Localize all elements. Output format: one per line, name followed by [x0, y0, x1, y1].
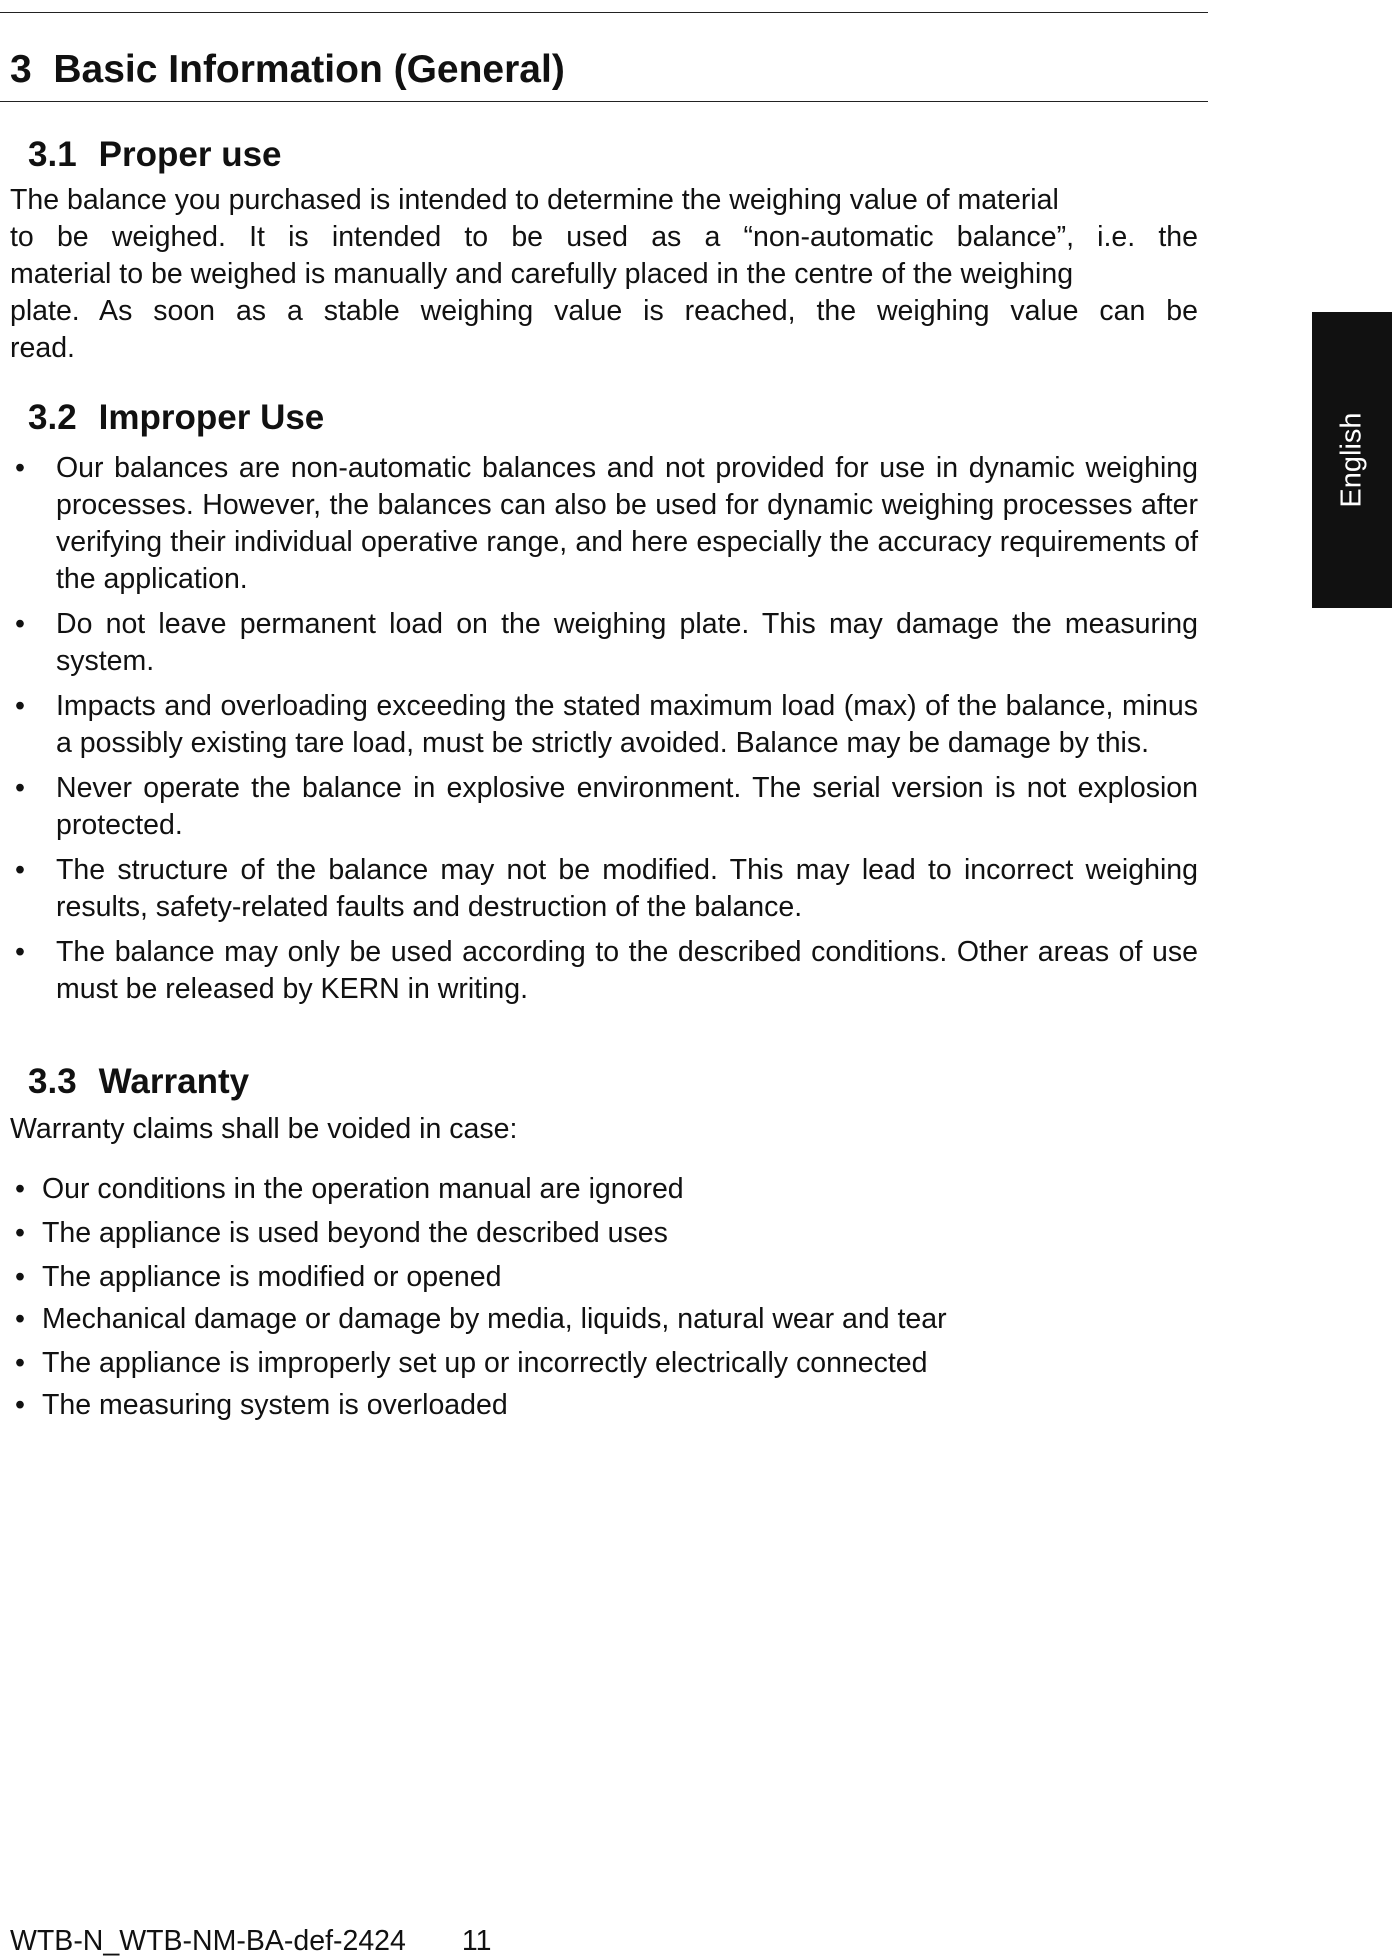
bullet: •: [15, 854, 25, 886]
section-title-proper-use: [28, 134, 282, 176]
bullet: •: [15, 1389, 25, 1421]
chapter-rule: [0, 101, 1208, 102]
language-tab: [1312, 312, 1392, 608]
list-item: [10, 1387, 947, 1424]
list-item-text: Never operate the balance in explosive environment. The serial version is not explosion protected.: [56, 772, 1198, 841]
list-item-text: The appliance is improperly set up or incorrectly electrically connected: [42, 1347, 928, 1379]
bullet: •: [15, 608, 25, 640]
list-item-text: The balance may only be used according to the described conditions. Other areas of use must be released by KERN in writing.: [56, 936, 1198, 1005]
list-item: [10, 606, 1198, 680]
list-item: [10, 1259, 947, 1296]
list-item-text: The measuring system is overloaded: [42, 1389, 508, 1421]
section-number: 3.1: [28, 135, 77, 174]
paragraph-line: read.: [10, 332, 75, 364]
warranty-list: [10, 1171, 947, 1424]
list-item: [10, 450, 1198, 598]
paragraph-line: material to be weighed is manually and carefully placed in the centre of the weighing: [10, 258, 1074, 290]
chapter-title-text: Basic Information (General): [53, 48, 565, 91]
page-footer: [10, 1924, 491, 1958]
list-item: [10, 1171, 947, 1208]
list-item: [10, 688, 1198, 762]
bullet: •: [15, 772, 25, 804]
list-item-text: Impacts and overloading exceeding the stated maximum load (max) of the balance, minus a possibly existing tare load, must be strictly avoided. Balance may be damage by this.: [56, 690, 1198, 759]
bullet: •: [15, 1347, 25, 1379]
bullet: •: [15, 936, 25, 968]
paragraph-line: plate. As soon as a stable weighing value is reached, the weighing value can be: [10, 295, 1198, 327]
bullet: •: [15, 690, 25, 722]
improper-use-list: [10, 450, 1198, 1008]
list-item-text: Our conditions in the operation manual are ignored: [42, 1173, 684, 1205]
bullet: •: [15, 1173, 25, 1205]
section-title-text: Proper use: [98, 135, 282, 174]
chapter-number: 3: [10, 48, 32, 91]
list-item: [10, 934, 1198, 1008]
bullet: •: [15, 1261, 25, 1293]
section-number: 3.3: [28, 1062, 77, 1101]
page-number: 11: [461, 1925, 492, 1957]
list-item-text: The structure of the balance may not be modified. This may lead to incorrect weighing results, safety-related faults and destruction of the balance.: [56, 854, 1198, 923]
paragraph-line: to be weighed. It is intended to be used as a “non-automatic balance”, i.e. the: [10, 221, 1198, 253]
list-item-text: Our balances are non-automatic balances and not provided for use in dynamic weighing processes. However, the balances can also be used for dynamic weighing processes after verifying their individual operative range, and here especially the accuracy requirements of the application.: [56, 452, 1198, 595]
footer-doc-id: WTB-N_WTB-NM-BA-def-2424: [10, 1925, 406, 1957]
bullet: •: [15, 452, 25, 484]
bullet: •: [15, 1217, 25, 1249]
list-item: [10, 1215, 947, 1252]
proper-use-paragraph: [10, 182, 1198, 367]
warranty-intro: Warranty claims shall be voided in case:: [10, 1113, 518, 1145]
list-item: [10, 852, 1198, 926]
section-title-warranty: [28, 1061, 249, 1103]
chapter-title: [10, 46, 565, 94]
list-item-text: The appliance is modified or opened: [42, 1261, 502, 1293]
list-item-text: Do not leave permanent load on the weighing plate. This may damage the measuring system.: [56, 608, 1198, 677]
top-rule: [0, 12, 1208, 13]
bullet: •: [15, 1303, 25, 1335]
list-item-text: The appliance is used beyond the described uses: [42, 1217, 668, 1249]
section-number: 3.2: [28, 398, 77, 437]
list-item: [10, 1301, 947, 1338]
section-title-text: Improper Use: [98, 398, 325, 437]
language-tab-label: English: [1335, 412, 1368, 508]
list-item: [10, 1345, 947, 1382]
list-item: [10, 770, 1198, 844]
paragraph-line: The balance you purchased is intended to determine the weighing value of material: [10, 184, 1059, 216]
section-title-text: Warranty: [98, 1062, 250, 1101]
section-title-improper-use: [28, 397, 324, 439]
list-item-text: Mechanical damage or damage by media, liquids, natural wear and tear: [42, 1303, 947, 1335]
